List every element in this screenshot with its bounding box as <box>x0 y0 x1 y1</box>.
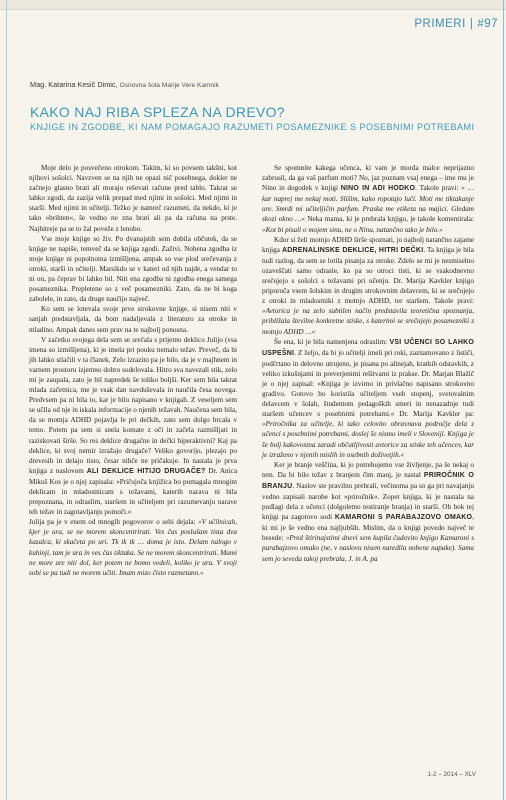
left-margin-rule <box>6 0 7 800</box>
paragraph-text: Se spomnite kakega učenca, ki vam je morda malce neprijazno zabrusil, da ga vaš parfum moti? No, jaz poznam vsaj enega – ime mu je Nino in dogodek v knjigi <box>262 164 474 193</box>
right-margin-rule <box>503 0 504 800</box>
author-line <box>30 80 219 89</box>
paragraph: Ko sem se lotevala svoje prve strokovne knjige, si nisem niti v sanjah predstavljala, da bom nadaljevala z literaturo za otroke in mladino. Ampak danes sem prav na te najbolj ponosna. <box>29 305 237 334</box>
book-title: ADRENALINSKE DEKLICE, HITRI DEČKI <box>281 246 424 254</box>
author-affiliation: Osnovna šola Marije Vere Kamnik <box>119 82 219 89</box>
paragraph: Moje delo je posvečeno otrokom. Takim, ki so povsem takšni, kot njihovi sošolci. Navzven se na njih ne opazi nič posebnega, dokler ne začnejo glasno brati ali morajo reševati račune pred tablo. Takrat se lahko zgodi, da zazija velik prepad med njimi in sošolci. Med njimi in starši. Med njimi in učitelji. Težko je namreč razumeti, da nekdo, ki je tako »brihten«, še vedno ne zna brati ali pa da računa na prste. Najhitreje pa se to žal poveže z lenobo. <box>29 164 237 233</box>
quote: »Pred štirinajstimi dnevi sem kupila čudovito knjigo Kamaroni s parabajzovo omako (ne, v naslovu nisem naredila nobene napake). Sama sem jo seveda takoj prebrala, J. in A. pa <box>262 534 475 563</box>
section-header <box>414 18 498 30</box>
paragraph-text: Dr. Anica Mikuš Kos je o njej zapisala: »Pričujoča knjižica bo pomagala mnogim deklicam in mladostnicam s težavami, katerih narava ni bila prepoznana, in odraslim, staršem in učiteljem pri razumevanju narave teh težav in zagotavljanju pomoči.« <box>29 466 238 517</box>
paragraph-text: Kdor si želi motnjo ADHD širše spoznati, jo najbolj natančno zajame knjiga <box>262 235 474 254</box>
paragraph-text: Ker je branje veščina, ki jo potrebujemo vse življenje, pa še nekaj o tem. Da bi bilo težav z branjem čim manj, je nastal <box>262 460 474 479</box>
paragraph <box>262 235 474 337</box>
paragraph-text: , ki mi je še vedno ena najljubših. Mislim, da o knjigi povedo največ te besede: <box>262 513 474 543</box>
paragraph-text: . Naslov ste pravilno prebrali, večinoma pa so ga pri navajanju vedno zapisali narobe kot »priročnik«. Zopet knjiga, ki je nastala na podlagi dela z učenci (dolgoletno testiranje branja) in starši. Ob bok tej knjigi pa zagotovo sodi <box>262 481 474 522</box>
paragraph-text: Še ena, ki je bila namenjena odraslim: <box>274 337 388 346</box>
paragraph-text: . Z željo, da bi jo učitelji imeli pri roki, zaznamovano z lističi, podčrtano in delovno utrujeno, je pisana po alinejah, kratkih odstavkih, z veliko izkušnjami in preverjenimi rešitvami iz prakse. Dr. Marjan Blažič je o njej zapisal: »Knjiga je izvirno in privlačno napisano strokovno gradivo. Gotovo bo koristila učiteljem vseh stopenj, svetovalnim delavcem v šolah, študentom pedagoških smeri in nenazadnje tudi staršem učencev s posebnimi potrebami.« Dr. Marija Kavkler pa: <box>262 348 474 419</box>
paragraph <box>262 460 474 564</box>
paragraph <box>262 163 474 235</box>
quote: »Avtorica je na zelo subtilen način predstavila teoretična spoznanja, približala številne konkretne stiske, s katerimi se srečujejo posamezniki z motnjo ADHD …« <box>262 307 474 336</box>
quote: »Priročnika za učitelje, ki tako celovito obravnava področje dela z učenci s posebnimi potrebami, doslej še nismo imeli v Sloveniji. Knjiga je še bolj kakovostna zaradi občutljivosti avtorice za stiske teh učencev, kar je izraženo v njenih mislih in osebnih doživetjih.« <box>262 420 474 459</box>
top-edge <box>0 0 506 10</box>
paragraph: Vse moje knjige so živ. Po dvanajstih sem dobila občutek, da se knjige ne napiše, temveč da se knjiga zgodi. Zaživi. Nobena zgodba iz moje knjige ni popolnoma izmišljena, ampak so vse plod srečevanja z otroki, starši in učitelji. Marsikdo se v kateri od njih najde, a vendar to ni on, pa čeprav bi lahko bil. Niti ena zgodba ni zgodba enega samega posameznika. Prepletene so z več posamezniki. Zato, da ne bi koga zabolele, in zato, da druge naučijo največ. <box>29 234 237 304</box>
article-subtitle: KNJIGE IN ZGODBE, KI NAM POMAGAJO RAZUMETI POSAMEZNIKE S POSEBNIMI POTREBAMI <box>30 122 475 132</box>
paragraph <box>262 337 474 460</box>
paragraph-text: V začetku svojega dela sem se srečala s prijetno deklico Julijo (vsa imena so izmišljena), ki je imela pri pouku nemalo težav. Preveč, da bi jih lahko stlačili v ta članek. Zelo izrazito pa je bilo, da je v majhnem in varnem prostoru izjemno dobro sodelovala. Hitro sva navezali stik, zelo mi je zaupala, zato je bil napredek še toliko boljši. Ker sem bila takrat mlada začetnica, me je vsak dan navduševala in naučila česa novega. Predvsem pa ni bila to, kar je bilo napisano v knjigah. Z veseljem sem se učila od nje in iskala informacije o njenih težavah. Naučena sem bila, da se motnja ADHD pojavlja le pri dečkih, zato sem dolgo brcala v temo. Potem pa sem si snela komate z oči in začela razmišljati in raziskovati širše. So res deklice drugačne in dečki hiperaktivni? Kaj pa deklice, ki svoj nemir izražajo drugače? Veliko govorijo, plezajo po drevesih in delajo tisto, česar nihče ne pričakuje. In nastala je prva knjiga z naslovom <box>29 335 237 475</box>
page-number: #97 <box>477 18 498 30</box>
left-column <box>29 163 237 578</box>
quote: »V učilnicah, kjer je ura, se ne morem skoncentrirati. Ves čas poslušam tista dva kazalca, ki skačeta po uri. Tk tk tk … doma je isto. Delam nalogo v kuhinji, tam je ura in ves čas tiktaka. Se ne morem skoncentrirati. Mami ne more ure niti dol, ker potem ne bomo vedeli, koliko je ura. V svoji sobi se pa tudi ne morem učiti. Imam mizo čisto razmetano.« <box>29 518 237 577</box>
book-title: NINO IN ADI HODKO <box>340 185 416 193</box>
author-name: Mag. Katarina Kesič Dimic, <box>30 80 118 89</box>
paragraph-text: Julija pa je v enem od mnogih pogovorov o sebi dejala: <box>29 518 196 527</box>
book-title: VSI UČENCI SO LAHKO USPEŠNI <box>262 338 474 357</box>
book-title: KAMARONI S PARABAJZOVO OMAKO <box>334 514 473 522</box>
book-title: ALI DEKLICE HITIJO DRUGAČE? <box>86 467 206 475</box>
issue-footer: 1-2 – 2014 – XLV <box>427 771 476 778</box>
paragraph-text: Neka mama, ki je prebrala knjigo, je takole komentirala: <box>307 215 474 224</box>
paragraph <box>29 335 237 518</box>
section-label: PRIMERI <box>414 18 466 30</box>
section-divider: | <box>469 18 474 30</box>
paragraph-text: . Ta knjiga je bila tudi razlog, da sem se lotila pisanja za otroke. Zdelo se mi je nesmiselno ozaveščati samo odrasle, ko pa so otroci tisti, ki se vsakodnevno srečujejo s sošolci s težavami pri učenju. Dr. Marija Kavkler knjigo priporoča vsem šolskim in drugim strokovnim delavcem, ki se srečujejo z otroki in mladostniki z motnjo ADHD, ter staršem. Takole pravi: <box>262 245 474 306</box>
quote: »Kot bi pisali o mojem sinu, ne o Ninu, natančno tako je bilo.« <box>262 225 443 234</box>
article-title: KAKO NAJ RIBA SPLEZA NA DREVO? <box>30 104 285 120</box>
quote: » … kar naprej me nekaj moti. Slišim, kako ropotajo luči. Moti me tiktakanje ure. Smrdi mi učiteljičin parfum. Praska me etiketa na majici. Gledam skozi okno …« <box>262 184 474 224</box>
paragraph-text: . Takole pravi: <box>415 184 459 193</box>
paragraph <box>29 517 237 578</box>
book-title: PRIROČNIK O BRANJU <box>262 471 475 490</box>
right-column <box>262 163 474 564</box>
